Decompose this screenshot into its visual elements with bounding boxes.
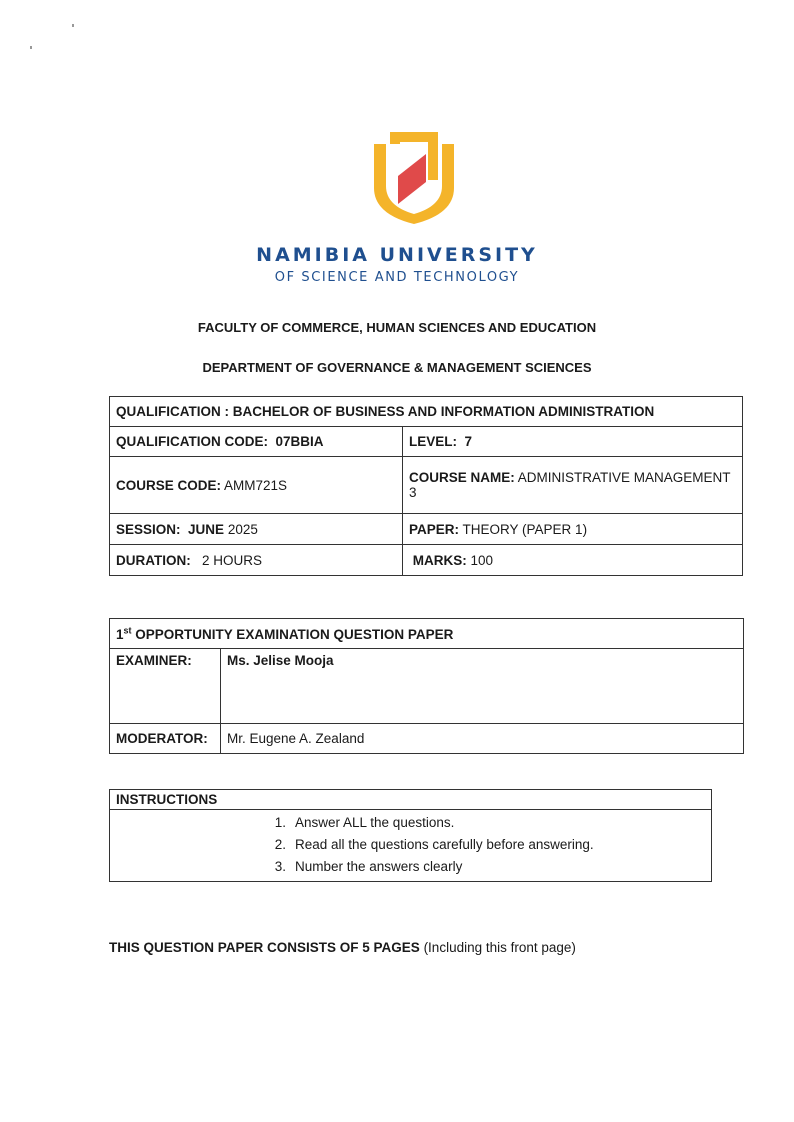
department-heading: DEPARTMENT OF GOVERNANCE & MANAGEMENT SCIENCES bbox=[202, 360, 592, 375]
qualification-label: QUALIFICATION : BACHELOR OF BUSINESS AND INFORMATION ADMINISTRATION bbox=[116, 404, 655, 419]
session-label: SESSION: bbox=[116, 521, 181, 537]
level-cell bbox=[403, 427, 743, 457]
page-count-regular: (Including this front page) bbox=[423, 940, 576, 955]
instruction-item bbox=[258, 834, 711, 856]
level-label: LEVEL: bbox=[409, 434, 458, 449]
paper-value: THEORY (PAPER 1) bbox=[462, 521, 588, 537]
instruction-text: Answer ALL the questions. bbox=[295, 815, 455, 830]
course-name-label: COURSE NAME: bbox=[409, 470, 515, 485]
course-code-cell bbox=[110, 457, 403, 514]
exam-info-table bbox=[109, 618, 744, 754]
course-code-value: AMM721S bbox=[224, 477, 288, 493]
marks-value: 100 bbox=[470, 552, 494, 568]
qualification-cell bbox=[110, 397, 743, 427]
instructions-title-cell bbox=[110, 790, 712, 810]
scan-speck bbox=[72, 24, 74, 27]
paper-label: PAPER: bbox=[409, 521, 460, 537]
university-name-subtitle: OF SCIENCE AND TECHNOLOGY bbox=[274, 270, 520, 285]
faculty-heading: FACULTY OF COMMERCE, HUMAN SCIENCES AND EDUCATION bbox=[197, 320, 597, 335]
instructions-title: INSTRUCTIONS bbox=[116, 792, 218, 807]
level-value: 7 bbox=[464, 434, 473, 449]
examiner-name: Ms. Jelise Mooja bbox=[227, 653, 334, 668]
qualification-code-label: QUALIFICATION CODE: bbox=[116, 434, 268, 449]
instructions-list bbox=[110, 810, 712, 882]
scan-speck bbox=[30, 46, 32, 49]
instructions-table bbox=[109, 789, 712, 882]
duration-value: 2 HOURS bbox=[202, 552, 263, 568]
instruction-item bbox=[258, 812, 711, 834]
instruction-item bbox=[258, 856, 711, 878]
course-name-value: ADMINISTRATIVE MANAGEMENT 3 bbox=[409, 470, 731, 500]
course-name-cell bbox=[403, 457, 743, 514]
moderator-name: Mr. Eugene A. Zealand bbox=[227, 731, 365, 746]
qualification-code-cell bbox=[110, 427, 403, 457]
exam-title: OPPORTUNITY EXAMINATION QUESTION PAPER bbox=[135, 626, 454, 642]
exam-ordinal: 1 bbox=[116, 626, 124, 642]
moderator-label-cell bbox=[110, 724, 221, 754]
duration-label: DURATION: bbox=[116, 552, 191, 568]
examiner-label: EXAMINER: bbox=[116, 653, 192, 668]
duration-cell bbox=[110, 545, 403, 576]
course-info-table bbox=[109, 396, 743, 576]
exam-title-cell bbox=[110, 619, 744, 649]
marks-label: MARKS: bbox=[412, 552, 467, 568]
page-count-note bbox=[109, 940, 576, 955]
instruction-text: Number the answers clearly bbox=[295, 859, 463, 874]
session-year: 2025 bbox=[227, 521, 258, 537]
session-cell bbox=[110, 514, 403, 545]
course-code-label: COURSE CODE: bbox=[116, 477, 222, 493]
session-month: JUNE bbox=[188, 521, 225, 537]
moderator-label: MODERATOR: bbox=[116, 731, 208, 746]
moderator-value-cell bbox=[221, 724, 744, 754]
page-count-bold: THIS QUESTION PAPER CONSISTS OF 5 PAGES bbox=[109, 940, 420, 955]
university-name: NAMIBIA UNIVERSITY bbox=[256, 244, 538, 266]
qualification-code-value: 07BBIA bbox=[275, 434, 324, 449]
instruction-number: 3. bbox=[274, 859, 286, 874]
instruction-number: 2. bbox=[274, 837, 286, 852]
instruction-number: 1. bbox=[274, 815, 286, 830]
exam-ordinal-suffix: st bbox=[123, 625, 132, 636]
paper-cell bbox=[403, 514, 743, 545]
marks-cell bbox=[403, 545, 743, 576]
instruction-text: Read all the questions carefully before answering. bbox=[295, 837, 594, 852]
examiner-label-cell bbox=[110, 649, 221, 724]
nust-shield-logo-icon bbox=[368, 130, 460, 226]
examiner-value-cell bbox=[221, 649, 744, 724]
